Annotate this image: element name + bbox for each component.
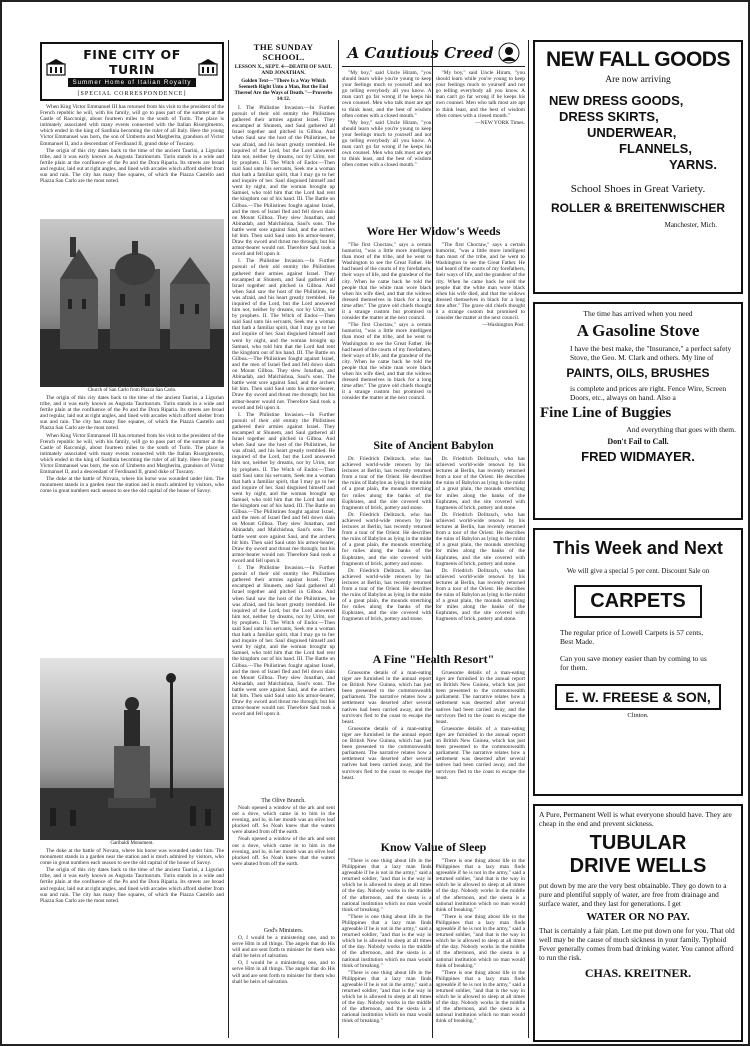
- cautious-body: "My boy," said Uncle Hiram, "you should learn while you're young to keep your feelings much to yourself and not go telling everybody all you know. A man can't go far wrong if he keeps his own counsel. Men who talk most are apt to think least, and the best of wisdom often comes with a closed mouth.": [342, 70, 432, 119]
- carpets-headline: This Week and Next: [553, 538, 723, 558]
- widows-weeds-article: [342, 224, 525, 424]
- church-illustration: [40, 219, 224, 387]
- widmayer-product: A Gasoline Stove: [576, 321, 700, 340]
- sleep-article: [342, 840, 525, 1040]
- cautious-byline: —NEW YORK Times.: [475, 119, 525, 126]
- turin-paragraph: The duke at the battle of Novara, where his horse was wounded under him. The monument stands in a garden near the station and is much admired by visitors, who come in great numbers each season to see the old capital of the house of Savoy.: [40, 848, 224, 867]
- lesson-body: I. The Philistine Invasion.—In Further pursuit of their old enmity the Philistines gathered their armies against Israel. They encamped at Shunem, and Saul gathered all Israel together and pitched in Gilboa. And when Saul saw the host of the Philistines, he was afraid, and his heart greatly trembled. He inquired of the Lord, but the Lord answered him not, neither by dreams, nor by Urim, nor by prophets. II. The Witch of Endor.—Then said Saul unto his servants, Seek me a woman that hath a familiar spirit, that I may go to her and inquire of her. Saul disguised himself and went by night, and the woman brought up Samuel, who told him that the Lord had rent the kingdom out of his hand. III. The Battle on Gilboa.—The Philistines fought against Israel, and the men of Israel fled and fell down slain on Mount Gilboa. They slew Jonathan, and Abinadab, and Malchishua, Saul's sons. The battle went sore against Saul, and the archers hit him. Then said Saul unto his armor-bearer, Draw thy sword and thrust me through; but his armor-bearer would not. Therefore Saul took a sword and fell upon it.: [232, 411, 335, 564]
- lesson-heading: LESSON X., SEPT. 4—DEATH OF SAUL AND JONATHAN.: [234, 64, 333, 76]
- babylon-body: Dr. Friedrich Delitzsch, who has achieved world-wide renown by his lectures at Berlin, has recently returned from a tour of the Orient. He describes the ruins of Babylon as lying in the midst of a great plain, the mounds stretching for miles along the banks of the Euphrates, and the site covered with fragments of brick, pottery and stone.: [342, 567, 432, 623]
- church-caption: Church of San Carlo from Piazza San Carlo.: [87, 388, 177, 393]
- poem-body: Noah opened a window of the ark and sent out a dove, which came in to him in the evening, and lo, in her mouth was an olive leaf plucked off. So Noah knew that the waters were abated from off the earth.: [232, 805, 335, 836]
- turin-paragraph: The duke at the battle of Novara, where his horse was wounded under him. The monument stands in a garden near the station and is much admired by visitors, who come in great numbers each season to see the old capital of the house of Savoy.: [40, 476, 224, 495]
- widmayer-ad: [533, 302, 743, 520]
- babylon-body: Dr. Friedrich Delitzsch, who has achieved world-wide renown by his lectures at Berlin, has recently returned from a tour of the Orient. He describes the ruins of Babylon as lying in the midst of a great plain, the mounds stretching for miles along the banks of the Euphrates, and the site covered with fragments of brick, pottery and stone.: [342, 511, 432, 567]
- widows-weeds-title: Wore Her Widow's Weeds: [366, 224, 501, 238]
- building-icon: [46, 58, 66, 76]
- lesson-body: I. The Philistine Invasion.—In Further pursuit of their old enmity the Philistines gathered their armies against Israel. They encamped at Shunem, and Saul gathered all Israel together and pitched in Gilboa. And when Saul saw the host of the Philistines, he was afraid, and his heart greatly trembled. He inquired of the Lord, but the Lord answered him not, neither by dreams, nor by Urim, nor by prophets. II. The Witch of Endor.—Then said Saul unto his servants, Seek me a woman that hath a familiar spirit, that I may go to her and inquire of her. Saul disguised himself and went by night, and the woman brought up Samuel, who told him that the Lord had rent the kingdom out of his hand. III. The Battle on Gilboa.—The Philistines fought against Israel, and the men of Israel fled and fell down slain on Mount Gilboa. They slew Jonathan, and Abinadab, and Malchishua, Saul's sons. The battle went sore against Saul, and the archers hit him. Then said Saul unto his armor-bearer, Draw thy sword and thrust me through; but his armor-bearer would not. Therefore Saul took a sword and fell upon it.: [232, 105, 335, 258]
- health-resort-article: [342, 652, 525, 832]
- sleep-body: "There is one thing about life in the Philippines that a lazy man finds agreeable if he is not in the army," said a returned soldier, "and that is the way in which he is allowed to sleep at all times of the day. Nobody works in the middle of the afternoon, and the siesta is a national institution which no man would think of breaking.": [435, 858, 525, 913]
- lesson-body: I. The Philistine Invasion.—In Further pursuit of their old enmity the Philistines gathered their armies against Israel. They encamped at Shunem, and Saul gathered all Israel together and pitched in Gilboa. And when Saul saw the host of the Philistines, he was afraid, and his heart greatly trembled. He inquired of the Lord, but the Lord answered him not, neither by dreams, nor by Urim, nor by prophets. II. The Witch of Endor.—Then said Saul unto his servants, Seek me a woman that hath a familiar spirit, that I may go to her and inquire of her. Saul disguised himself and went by night, and the woman brought up Samuel, who told him that the Lord had rent the kingdom out of his hand. III. The Battle on Gilboa.—The Philistines fought against Israel, and the men of Israel fled and fell down slain on Mount Gilboa. They slew Jonathan, and Abinadab, and Malchishua, Saul's sons. The battle went sore against Saul, and the archers hit him. Then said Saul unto his armor-bearer, Draw thy sword and thrust me through; but his armor-bearer would not. Therefore Saul took a sword and fell upon it.: [232, 565, 335, 718]
- monument-caption: Garibaldi Monument.: [110, 841, 154, 846]
- column-rule: [528, 40, 529, 1038]
- monument-illustration: [40, 658, 224, 840]
- widmayer-line3: And everything that goes with them.: [626, 425, 736, 434]
- babylon-body: Dr. Friedrich Delitzsch, who has achieved world-wide renown by his lectures at Berlin, has recently returned from a tour of the Orient. He describes the ruins of Babylon as lying in the midst of a great plain, the mounds stretching for miles along the banks of the Euphrates, and the site covered with fragments of brick, pottery and stone.: [342, 456, 432, 511]
- sleep-body: "There is one thing about life in the Philippines that a lazy man finds agreeable if he is not in the army," said a returned soldier, "and that is the way in which he is allowed to sleep at all times of the day. Nobody works in the middle of the afternoon, and the siesta is a national institution which no man would think of breaking.": [342, 969, 432, 1025]
- carpets-product: CARPETS: [574, 585, 702, 618]
- fall-goods-item: DRESS SKIRTS,: [559, 109, 659, 124]
- carpets-save: Can you save money easier than by coming to us for them.: [560, 654, 707, 672]
- fall-goods-headline: NEW FALL GOODS: [546, 48, 730, 71]
- sunday-school-title: THE SUNDAY SCHOOL.: [253, 42, 314, 62]
- turin-paragraph: The origin of this city dates back to the time of the ancient Taurini, a Ligurian tribe, and it was early known as Augusta Taurinorum. Turin stands in a wide and fertile plain at the confluence of the Po and the Dora Riparia. Its streets are broad and regular, laid out at right angles, and lined with arcades which afford shelter from sun and rain. The city has many fine squares, of which the Piazza Castello and Piazza San Carlo are the most noted.: [40, 867, 224, 904]
- babylon-title: Site of Ancient Babylon: [373, 438, 494, 452]
- cautious-creed-article: [342, 42, 525, 212]
- cautious-body: "My boy," said Uncle Hiram, "you should learn while you're young to keep your feelings much to yourself and not go telling everybody all you know. A man can't go far wrong if he keeps his own counsel. Men who talk most are apt to think least, and the best of wisdom often comes with a closed mouth.": [342, 119, 432, 169]
- sleep-title: Know Value of Sleep: [380, 840, 487, 854]
- wells-line2: DRIVE WELLS: [569, 855, 707, 877]
- building-icon: [198, 58, 218, 76]
- sleep-body: "There is one thing about life in the Philippines that a lazy man finds agreeable if he is not in the army," said a returned soldier, "and that is the way in which he is allowed to sleep at all times of the day. Nobody works in the middle of the afternoon, and the siesta is a national institution which no man would think of breaking.": [342, 858, 432, 913]
- widow-body: "The first Choctaw," says a certain humorist, "was a little more intelligent than most of the tribe, and he went to Washington to see the Great Father. He had heard of the courts of my forefathers, their ways of life, and the grandeur of the city. When he came back he told the people that the white man wore black when his wife died, and that the widows dressed themselves in black for a long time after." The grave old chiefs thought it a strange custom but promised to consider the matter at the next council.: [342, 322, 432, 402]
- cautious-body: "My boy," said Uncle Hiram, "you should learn while you're young to keep your feelings much to yourself and not go telling everybody all you know. A man can't go far wrong if he keeps his own counsel. Men who talk most are apt to think least, and the best of wisdom often comes with a closed mouth.": [435, 70, 525, 119]
- widmayer-cta: Don't Fail to Call.: [607, 437, 669, 446]
- sunday-school-article: [232, 42, 335, 1042]
- monument-photo: [40, 658, 224, 840]
- sleep-body: "There is one thing about life in the Philippines that a lazy man finds agreeable if he is not in the army," said a returned soldier, "and that is the way in which he is allowed to sleep at all times of the day. Nobody works in the middle of the afternoon, and the siesta is a national institution which no man would think of breaking.": [435, 913, 525, 969]
- wells-name: CHAS. KREITNER.: [584, 966, 692, 980]
- wells-ad: [533, 804, 743, 1042]
- carpets-ad: [533, 528, 743, 796]
- cautious-creed-title: A Cautious Creed: [347, 44, 494, 62]
- fall-goods-sub: Are now arriving: [605, 75, 671, 85]
- fall-goods-place: Manchester, Mich.: [664, 221, 717, 229]
- widmayer-line1: I have the best make, the "Insurance," a perfect safety Stove, the Geo. M. Clark and others. My line of: [570, 344, 732, 362]
- poem-title: The Olive Branch.: [261, 798, 306, 804]
- ministers-body: O, I would be a ministering one, and to serve Him in all things. The angels that do His will and are sent forth to minister for them who shall be heirs of salvation.: [232, 960, 335, 985]
- fall-goods-item: FLANNELS,: [619, 141, 692, 156]
- babylon-article: [342, 438, 525, 638]
- widmayer-paints: PAINTS, OILS, BRUSHES: [566, 366, 710, 380]
- ministers-title: God's Ministers.: [263, 928, 304, 934]
- babylon-body: Dr. Friedrich Delitzsch, who has achieved world-wide renown by his lectures at Berlin, has recently returned from a tour of the Orient. He describes the ruins of Babylon as lying in the midst of a great plain, the mounds stretching for miles along the banks of the Euphrates, and the site covered with fragments of brick, pottery and stone.: [435, 567, 525, 623]
- golden-text: Golden Text—"There Is a Way Which Seemeth Right Unto a Man, But the End Thereof Are the Ways of Death."—Proverbs 14:12.: [234, 78, 333, 102]
- turin-paragraph: When King Victor Emmanuel III has returned from his visit to the president of the French republic he will, with his family, will go to pass part of the summer at the Castle of Racconigi, about fourteen miles to the south of Turin. The place is intimately associated with many events connected with the Italian Risorgimento, which ended in the king of Sardinia becoming the ruler of all Italy. Here the young Victor Emmanuel was born, the son of Umberto and Margherita, grandson of Victor Emmanuel II, and a descendant of Ferdinand II, grand duke of Tuscany.: [40, 432, 224, 476]
- turin-title: FINE CITY OF TURIN: [83, 47, 181, 77]
- turin-paragraph: When King Victor Emmanuel III has returned from his visit to the president of the French republic he will, with his family, will go to pass part of the summer at the Castle of Racconigi, about fourteen miles to the south of Turin. The place is intimately associated with many events connected with the Italian Risorgimento, which ended in the king of Sardinia becoming the ruler of all Italy. Here the young Victor Emmanuel was born, the son of Umberto and Margherita, grandson of Victor Emmanuel II, and a descendant of Ferdinand II, grand duke of Tuscany.: [40, 104, 224, 147]
- fall-goods-firm: ROLLER & BREITENWISCHER: [551, 201, 725, 215]
- uncle-portrait-icon: [498, 42, 520, 64]
- babylon-body: Dr. Friedrich Delitzsch, who has achieved world-wide renown by his lectures at Berlin, has recently returned from a tour of the Orient. He describes the ruins of Babylon as lying in the midst of a great plain, the mounds stretching for miles along the banks of the Euphrates, and the site covered with fragments of brick, pottery and stone.: [435, 456, 525, 511]
- carpets-detail: The regular price of Lowell Carpets is 57 cents, Best Made.: [560, 628, 704, 646]
- widow-body: "The first Choctaw," says a certain humorist, "was a little more intelligent than most of the tribe, and he went to Washington to see the Great Father. He had heard of the courts of my forefathers, their ways of life, and the grandeur of the city. When he came back he told the people that the white man wore black when his wife died, and that the widows dressed themselves in black for a long time after." The grave old chiefs thought it a strange custom but promised to consider the matter at the next council.: [342, 242, 432, 322]
- turin-headline-box: [40, 42, 224, 101]
- widmayer-buggies: Fine Line of Buggies: [540, 405, 672, 421]
- wells-body: put down by me are the very best obtainable. They go down to a pure and plentiful supply of water, are free from drainage and surface water, and they last for generations. I get: [539, 881, 727, 908]
- widow-byline: —Washington Post.: [482, 322, 525, 329]
- wells-body2: That is certainly a fair plan. Let me put down one for you. That old well may be the cause of much sickness in your family. Typhoid Fever generally comes from bad drinking water. You cannot afford to run the risk.: [539, 926, 735, 962]
- carpets-place: Clinton.: [627, 712, 649, 719]
- church-photo: [40, 219, 224, 387]
- sleep-body: "There is one thing about life in the Philippines that a lazy man finds agreeable if he is not in the army," said a returned soldier, "and that is the way in which he is allowed to sleep at all times of the day. Nobody works in the middle of the afternoon, and the siesta is a national institution which no man would think of breaking.": [342, 913, 432, 969]
- widmayer-name: FRED WIDMAYER.: [581, 449, 695, 464]
- carpets-firm: E. W. FREESE & SON,: [555, 684, 720, 710]
- wells-water: WATER OR NO PAY.: [586, 911, 690, 923]
- health-body: Gruesome details of a man-eating tiger are furnished in the annual report on British New Guinea, which has just been presented to the commonwealth parliament. The narrative relates how a settlement was deserted after several natives had been carried away, and the survivors fled to the coast to escape the beast.: [342, 670, 432, 725]
- widmayer-intro: The time has arrived when you need: [583, 309, 693, 318]
- sleep-body: "There is one thing about life in the Philippines that a lazy man finds agreeable if he is not in the army," said a returned soldier, "and that is the way in which he is allowed to sleep at all times of the day. Nobody works in the middle of the afternoon, and the siesta is a national institution which no man would think of breaking.": [435, 969, 525, 1025]
- health-resort-title: A Fine "Health Resort": [372, 652, 495, 666]
- babylon-body: Dr. Friedrich Delitzsch, who has achieved world-wide renown by his lectures at Berlin, has recently returned from a tour of the Orient. He describes the ruins of Babylon as lying in the midst of a great plain, the mounds stretching for miles along the banks of the Euphrates, and the site covered with fragments of brick, pottery and stone.: [435, 511, 525, 567]
- fall-goods-ad: [533, 40, 743, 294]
- fall-goods-item: NEW DRESS GOODS,: [549, 93, 684, 108]
- fall-goods-school: School Shoes in Great Variety.: [570, 183, 706, 195]
- lesson-body: I. The Philistine Invasion.—In Further pursuit of their old enmity the Philistines gathered their armies against Israel. They encamped at Shunem, and Saul gathered all Israel together and pitched in Gilboa. And when Saul saw the host of the Philistines, he was afraid, and his heart greatly trembled. He inquired of the Lord, but the Lord answered him not, neither by dreams, nor by Urim, nor by prophets. II. The Witch of Endor.—Then said Saul unto his servants, Seek me a woman that hath a familiar spirit, that I may go to her and inquire of her. Saul disguised himself and went by night, and the woman brought up Samuel, who told him that the Lord had rent the kingdom out of his hand. III. The Battle on Gilboa.—The Philistines fought against Israel, and the men of Israel fled and fell down slain on Mount Gilboa. They slew Jonathan, and Abinadab, and Malchishua, Saul's sons. The battle went sore against Saul, and the archers hit him. Then said Saul unto his armor-bearer, Draw thy sword and thrust me through; but his armor-bearer would not. Therefore Saul took a sword and fell upon it.: [232, 258, 335, 411]
- carpets-offer: We will give a special 5 per cent. Discount Sale on: [566, 567, 710, 575]
- turin-article: [40, 42, 224, 1042]
- wells-intro: A Pure, Permanent Well is what everyone should have. They are cheap in the end and prevent sickness.: [539, 810, 732, 828]
- turin-paragraph: The origin of this city dates back to the time of the ancient Taurini, a Ligurian tribe, and it was early known as Augusta Taurinorum. Turin stands in a wide and fertile plain at the confluence of the Po and the Dora Riparia. Its streets are broad and regular, laid out at right angles, and lined with arcades which afford shelter from sun and rain. The city has many fine squares, of which the Piazza Castello and Piazza San Carlo are the most noted.: [40, 147, 224, 185]
- turin-paragraph: The origin of this city dates back to the time of the ancient Taurini, a Ligurian tribe, and it was early known as Augusta Taurinorum. Turin stands in a wide and fertile plain at the confluence of the Po and the Dora Riparia. Its streets are broad and regular, laid out at right angles, and lined with arcades which afford shelter from sun and rain. The city has many fine squares, of which the Piazza Castello and Piazza San Carlo are the most noted.: [40, 395, 224, 432]
- widmayer-line2: is complete and prices are right. Fence Wire, Screen Doors, etc., always on hand. Also a: [570, 384, 727, 402]
- column-rule: [228, 40, 229, 1038]
- wells-line1: TUBULAR: [589, 832, 687, 854]
- ministers-body: O, I would be a ministering one, and to serve Him in all things. The angels that do His will and are sent forth to minister for them who shall be heirs of salvation.: [232, 935, 335, 960]
- turin-subtitle: Summer Home of Italian Royalty: [68, 78, 196, 87]
- column-rule: [338, 40, 339, 1038]
- health-body: Gruesome details of a man-eating tiger are furnished in the annual report on British New Guinea, which has just been presented to the commonwealth parliament. The narrative relates how a settlement was deserted after several natives had been carried away, and the survivors fled to the coast to escape the beast.: [435, 670, 525, 725]
- poem-body: Noah opened a window of the ark and sent out a dove, which came in to him in the evening, and lo, in her mouth was an olive leaf plucked off. So Noah knew that the waters were abated from off the earth.: [232, 836, 335, 867]
- turin-correspondence: [SPECIAL CORRESPONDENCE]: [77, 91, 187, 97]
- health-body: Gruesome details of a man-eating tiger are furnished in the annual report on British New Guinea, which has just been presented to the commonwealth parliament. The narrative relates how a settlement was deserted after several natives had been carried away, and the survivors fled to the coast to escape the beast.: [342, 725, 432, 781]
- fall-goods-item: YARNS.: [669, 157, 717, 172]
- widow-body: "The first Choctaw," says a certain humorist, "was a little more intelligent than most of the tribe, and he went to Washington to see the Great Father. He had heard of the courts of my forefathers, their ways of life, and the grandeur of the city. When he came back he told the people that the white man wore black when his wife died, and that the widows dressed themselves in black for a long time after." The grave old chiefs thought it a strange custom but promised to consider the matter at the next council.: [435, 242, 525, 322]
- fall-goods-item: UNDERWEAR,: [587, 125, 677, 140]
- health-body: Gruesome details of a man-eating tiger are furnished in the annual report on British New Guinea, which has just been presented to the commonwealth parliament. The narrative relates how a settlement was deserted after several natives had been carried away, and the survivors fled to the coast to escape the beast.: [435, 725, 525, 781]
